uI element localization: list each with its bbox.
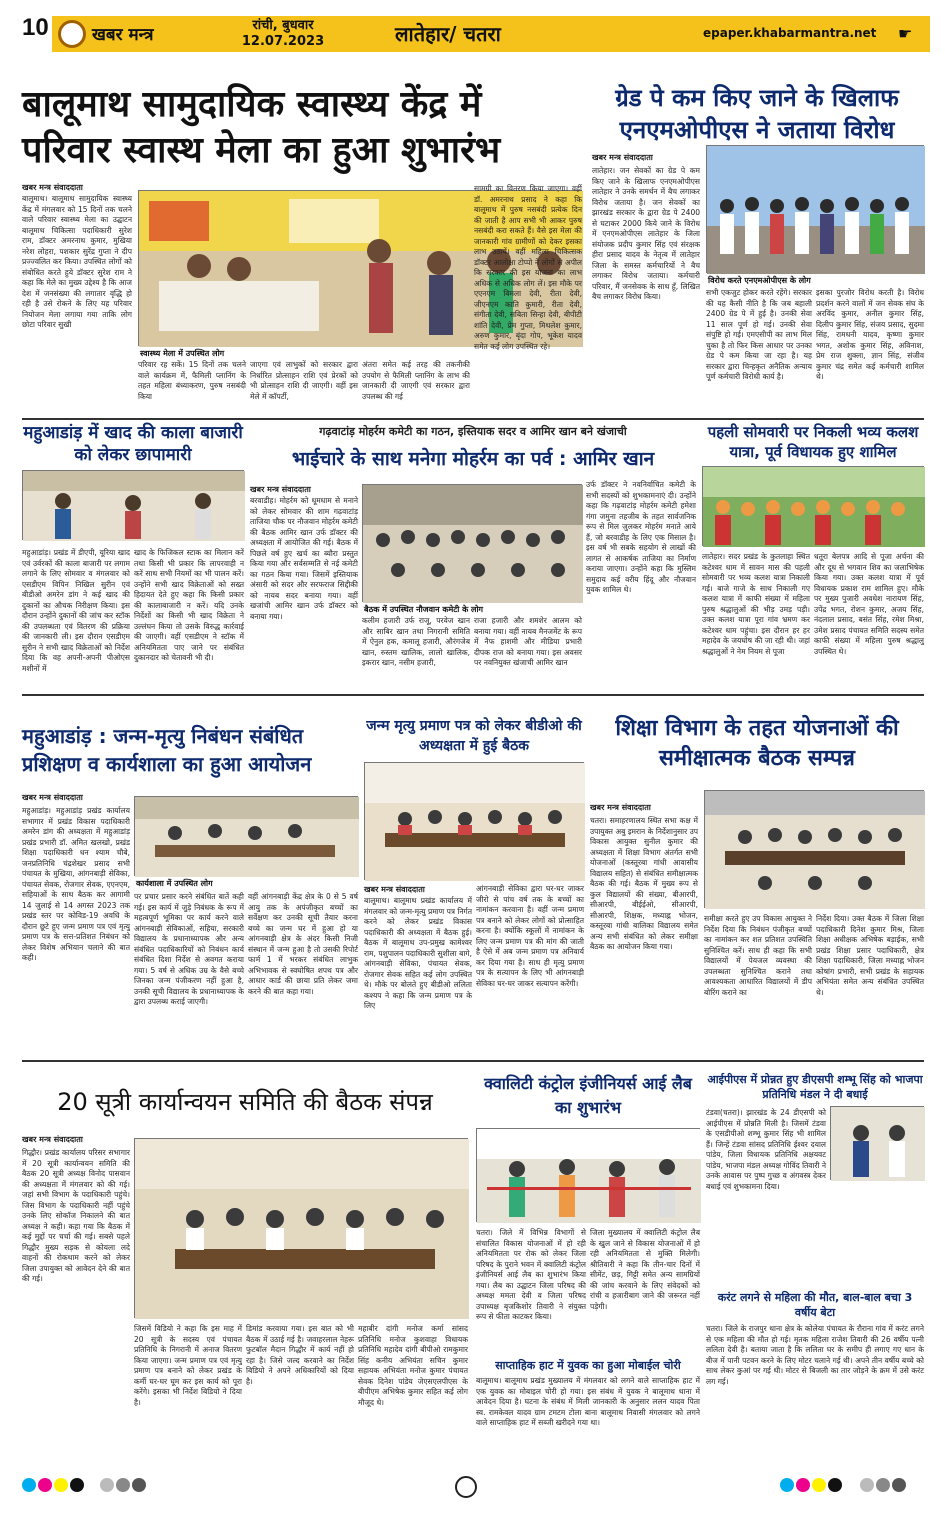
story-2-byline: खबर मन्त्र संवाददाता	[592, 153, 653, 162]
story-4-col-1: बरवाडीह। मोहर्रम को धूमधाम से मनाने को लेकर सोमवार की शाम गढ़वाटांड़ ताजिया चौक पर नौजवान मोहर्रम कमेटी की बैठक आमिर खान उर्फ डॉक्टर की अध्यक्षता में आयोजित की गई। बैठक में पिछले वर्ष हुए खर्च का ब्यौरा प्रस्तुत किया गया और सर्वसम्मति से नई कमेटी का गठन किया गया। जिसमें इस्तियाक अंसारी को सदर और सरफराज सिद्दीकी को नायब सदर बनाया गया। वहीं खजांची आमिर खान उर्फ डॉक्टर को बनाया गया।	[250, 496, 358, 621]
city-day: रांची, बुधवार	[252, 18, 314, 33]
story-8-headline: शिक्षा विभाग के तहत योजनाओं की समीक्षात्मक बैठक सम्पन्न	[615, 716, 899, 771]
story-9-col-4: महाबीर दांगी मनोज कर्मा सांसद प्रतिनिधि मनोज कुशवाहा विधायक प्रतिनिधि महादेव दांगी बीपीओ रामकुमार सिंह कनीय अभियंता सचिन कुमार सहायक अभियंता मनोज कुमार पंचायत सेवक दिनेश पांडेय जेएसएलपीएस के बीपीएम अभिषेक कुमार सहित कई लोग मौजूद थे।	[358, 1324, 468, 1407]
story-12-col-1: टंडवा(चतरा)। झारखंड के 24 डीएसपी को आईपीएस में प्रोन्नति मिली है। जिसमें टंडवा के एसडीपीओ शम्भू कुमार सिंह भी शामिल हैं। जिन्हें टंडवा सांसद प्रतिनिधि ईश्वर दयाल पांडेय, जिला विधायक प्रतिनिधि अक्षयवट पांडेय, भाजपा मंडल अध्यक्ष गोविंद तिवारी ने उनके आवास पर पुष्प गुच्छ व अंगवस्त्र देकर बधाई एवं शुभकामना दिया।	[706, 1108, 826, 1191]
story-5-col-2: धतूरा बेलपत्र आदि से पूजा अर्चना की और दूध से भगवान शिव का जलाभिषेक किया गया। उक्त कलश यात्रा में पूर्व विधायक प्रकाश राम शामिल हुए। मौके पर मुख्य पुजारी अवधेश नारायण सिंह, उपेंद्र भगत, रोशन कुमार, अजय सिंह, नंदलाल प्रसाद, बसंत सिंह, रमेश मिश्रा, उमेश प्रसाद पंचायत समिति सदस्य समेत काफी संख्या में महिला पुरुष श्रद्धालु उपस्थित थे।	[814, 552, 924, 656]
story-7-photo	[364, 762, 584, 880]
registration-target-icon	[455, 1476, 477, 1498]
story-3-col-1: महुआडांड़। प्रखंड में डीएपी, यूरिया खाद एवं उर्वरकों की काला बाजारी पर लगाम लगाने के लिए सोमवार व मंगलवार को एसडीएम विपिन निखिल सुरीन एवं बीडीओ अमरेन डांग ने कई खाद की दुकानों का औचक निरीक्षण किया। इस दौरान उन्होंने दुकानों की जांच कर स्टॉक की उपलब्धता एवं वितरण की प्रक्रिया की जानकारी ली। इस दौरान एसडीएम सुरीन ने सभी खाद विक्रेताओं को निर्देश दिया कि वह अपनी-अपनी पीओएस मशीनों में	[22, 548, 130, 673]
story-6-col-2: पर प्रचार प्रसार करने संबंधित बातें कही गई। इस कार्य में जुड़े निबंधक के रूप में महत्वपूर्ण भूमिका पर कार्य करने वाले आंगनबाड़ी सेविकाओं, सहिया, सरकारी विद्यालय के प्रधानाध्यापक और अन्य संबंधित पदाधिकारियों को निबंधन कार्य संबंधित दिशा निर्देश से अवगत कराया गया। 5 वर्ष से अधिक उम्र के वैसे बच्चे जिनका जन्म पंजीकरण नहीं हुआ है, उनकी सूची विद्यालय के प्रधानाध्यापक के द्वारा उपलब्ध कराई जाएगी।	[134, 892, 244, 1006]
story-4-col-2: कलीम हजारी उर्फ राजू, परवेज खान और साबिर खान तथा निगरानी समिति में ऐनुल हक, कमालू हजारी, औरंगजेब खान, रुस्तम खालिक, लालो खालिक, इकरार खान, नसीम हजारी,	[362, 616, 470, 667]
story-7-col-1: बालूमाथ। बालूमाथ प्रखंड कार्यालय में मंगलवार को जन्म-मृत्यु प्रमाण पत्र निर्गत करने को लेकर प्रखंड विकास पदाधिकारी की अध्यक्षता में बैठक हुई। बैठक में बालूमाथ उप-प्रमुख कामेश्वर राम, पशुपालन पदाधिकारी सुशीला बागे, आंगनबाड़ी सेविका, पंचायत सेवक, रोजगार सेवक सहित कई लोग उपस्थित थे। मौके पर बोलते हुए बीडीओ ललिता कश्यप ने कहा कि जन्म प्रमाण पत्र के लिए	[364, 896, 472, 1010]
story-9-byline: खबर मन्त्र संवाददाता	[22, 1135, 83, 1144]
issue-date: 12.07.2023	[241, 34, 325, 49]
black-swatch-icon	[70, 1478, 84, 1492]
page-number: 10	[22, 14, 49, 41]
story-4-headline: भाईचारे के साथ मनेगा मोहर्रम का पर्व : आमिर खान	[291, 448, 655, 470]
story-4-byline: खबर मन्त्र संवाददाता	[250, 485, 311, 494]
cyan-swatch-icon	[22, 1478, 36, 1492]
divider-rule	[22, 694, 924, 696]
dateline	[238, 18, 328, 50]
story-9-col-3: डिमांड करवाया गया। इस बात को भी बैठक में उठाई गई है। जवाहरलाल नेहरू फुटबॉल मैदान गिद्धौर में कार्य नहीं हो रहा है। जिसे जल्द करवाने का निर्देश बिडियो ने अपने अधिकारियों को दिया है।	[246, 1324, 354, 1386]
brand-logo-icon	[58, 20, 86, 48]
story-3-photo	[22, 470, 244, 540]
story-4-topline: गढ़वाटांड़ मोहर्रम कमेटी का गठन, इस्तियाक सदर व आमिर खान बने खंजाची	[319, 425, 627, 438]
masthead	[0, 0, 945, 66]
story-11-col-1: बालूमाथ। बालूमाथ प्रखंड मुख्यालय में मंगलवार को लगने वाले साप्ताहिक हाट में एक युवक का मोबाइल चोरी हो गया। इस संबंध में युवक ने बालूमाथ थाना में आवेदन दिया है। घटना के संबंध में मिली जानकारी के अनुसार ललन यादव पिता स्व. रामकेवल यादव ग्राम टमटम टोला बाना बालूमाथ निवासी मंगलवार को लगने वाले साप्ताहिक हाट में सब्जी खरीदने गया था।	[476, 1376, 700, 1427]
magenta-swatch-icon	[796, 1478, 810, 1492]
story-7-byline: खबर मन्त्र संवाददाता	[364, 885, 425, 894]
story-12-photo	[830, 1106, 924, 1180]
story-1-headline: बालूमाथ सामुदायिक स्वास्थ्य केंद्र में परिवार स्वास्थ मेला का हुआ शुभारंभ	[22, 84, 501, 171]
story-11-headline: साप्ताहिक हाट में युवक का हुआ मोबाईल चोरी	[495, 1359, 681, 1372]
pointing-hand-icon: ☛	[898, 24, 913, 43]
divider-rule	[22, 418, 924, 420]
brand-name: खबर मन्त्र	[92, 25, 154, 45]
story-2-photo	[706, 145, 924, 273]
story-1-col-3: जाएगा एवं लाभुकों को सरकार द्वारा निर्धारित प्रोत्साहन राशि एवं प्रेरकों को भी प्रोत्साहन राशि दी जाएगी। वहीं इस मेले में कॉपर्टी,	[250, 360, 358, 401]
story-10-col-1: चतरा। जिले में विभिन्न विभागों से संचालित विकास योजनाओं में हो रही अनियमितता पर रोक को लेकर जिला परिषद के पुराने भवन में क्वालिटी कंट्रोल इंजीनियर्स आई लैब का शुभारंभ किया गया। लैब का उद्घाटन जिला परिषद की अध्यक्ष ममता देवी व जिला परिषद उपाध्यक्ष बृजकिशोर तिवारी ने संयुक्त रूप से फीता काटकर किया।	[476, 1228, 586, 1321]
divider-rule	[22, 1060, 924, 1062]
grey-swatch-icon	[100, 1478, 114, 1492]
story-13-col-1: चतरा। जिले के राजपुर थाना क्षेत्र के कोलेया पंचायत के रौराना गांव में करंट लगने से एक महिला की मौत हो गई। मृतक महिला राजेश तिवारी की 26 वर्षीय पत्नी ललिता देवी है। बताया जाता है कि ललिता घर के समीप ही लगाए गए धान के बीज में पानी पटवन करने के लिए मोटर चलाने गई थी। अपने तीन वर्षीय बच्चे को साथ लेकर कुआं पर गई थी। मोटर से बिजली का तार जोड़ने के क्रम में उसे करंट लग गई।	[706, 1324, 924, 1386]
story-9-col-1: गिद्धौर। प्रखंड कार्यालय परिसर सभागार में 20 सूत्री कार्यान्वयन समिति की बैठक 20 सूत्री अध्यक्ष विनोद पासवान की अध्यक्षता में मंगलवार को की गई। जहां सभी विभाग के पदाधिकारी पहुंचे। जिस विभाग के पदाधिकारी नहीं पहुंचे उनके लिए सोकॉज निकालने की बात अध्यक्ष ने कही। कहा गया कि बैठक में कई मुद्दों पर चर्चा की गई। सबसे पहले गिद्धौर मुख्य सड़क से कोयला लदे वाहनों की रोकथाम करने को लेकर जिला उपायुक्त को आवेदन देने की बात की गई।	[22, 1148, 130, 1283]
website-link[interactable]: epaper.khabarmantra.net	[703, 26, 877, 40]
story-1-col-2: परिवार रह सकें। 15 दिनों तक चलने वाले कार्यक्रम में, फैमिली प्लानिंग के तहत महिला बंध्याकरण, पुरुष नसबंदी किया	[138, 360, 246, 401]
story-6-caption: कार्यशाला में उपस्थित लोग	[136, 879, 213, 888]
story-3-headline: महुआडांड़ में खाद की काला बाजारी को लेकर छापामारी	[23, 423, 243, 465]
story-6-photo	[134, 796, 358, 876]
story-2-col-1: लातेहार। जन सेवकों का ग्रेड पे कम किए जाने के खिलाफ एनएमओपीएस लातेहार ने उनके समर्थन में बैच लगाकर विरोध जताया है। जन सेवकों का झारखंड सरकार के द्वारा ग्रेड पे 2400 से घटाकर 2000 किये जाने के विरोध में एनएमओपीएस लातेहार के जिला संयोजक प्रदीप कुमार सिंह एवं संरक्षक हीरा प्रसाद यादव के नेतृत्व में लातेहार जिला के समस्त कर्मचारियों ने बैच लगाकर विरोध जताया। कर्मचारी परिवार, मैं जनसेवक के साथ हूँ, लिखित बैच लगाकर विरोध किया।	[592, 166, 700, 301]
story-4-col-4: उर्फ डॉक्टर ने नवनिर्वाचित कमेटी के सभी सदस्यों को शुभकामनाएं दी। उन्होंने कहा कि गढ़वाटांड़ मोहर्रम कमेटी हमेशा गंगा जमुना तहजीब के तहत सार्वजनिक रूप से मिल जुलकर मोहर्रम मनाते आये हैं, जो बरवाडीह के लिए एक मिसाल है। इस वर्ष भी सबके सहयोग से लाखों की लागत से आकर्षक ताजिया का निर्माण कराया जाएगा। उन्होंने कहा कि मुस्लिम समुदाय कई वरीय हिंदू और नौजवान युवक शामिल थे।	[586, 480, 696, 594]
story-8-col-2: समीक्षा करते हुए उप विकास आयुक्त ने निर्देश दिया कि निबंधन पंजीकृत बच्चों का नामांकन कर शत प्रतिशत उपस्थिति सुनिश्चित करें। साथ ही कहा कि सभी विद्यालयों में पेयजल व्यवस्था की उपलब्धता सुनिश्चित कराने तथा आवश्यकता आधारित विद्यालयों में डीप बोरिंग कराने का	[704, 914, 812, 997]
story-8-col-1: चतरा। समाहरणालय स्थित सभा कक्ष में उपायुक्त अबु इमरान के निर्देशानुसार उप विकास आयुक्त सुनील कुमार की अध्यक्षता में शिक्षा विभाग अंतर्गत सभी योजनाओं (कस्तूरबा गांधी आवासीय विद्यालय सहित) से संबंधित समीक्षात्मक बैठक की गई। बैठक में मुख्य रूप से कुल विद्यालयों की संख्या, बीआरपी, सीआरपी, बीईईओ, सीआरपी, सीआरपी, शिक्षक, मध्याह्न भोजन, कस्तूरबा गांधी बालिका विद्यालय समेत अन्य सभी संबंधित को लेकर समीक्षा बैठक का आयोजन किया गया।	[590, 816, 698, 951]
yellow-swatch-icon	[812, 1478, 826, 1492]
story-1-byline: खबर मन्त्र संवाददाता	[22, 183, 83, 192]
story-2-caption: विरोध करते एनएमओपीएस के लोग	[708, 276, 811, 285]
story-7-col-2: आंगनबाड़ी सेविका द्वारा घर-घर जाकर जीरो से पांच वर्ष तक के बच्चों का नामांकन करवाना है। वहीं जन्म प्रमाण पत्र बनाने को लेकर लोगों को प्रोत्साहित करना है। क्योंकि स्कूलों में नामांकन के लिए जन्म प्रमाण पत्र की मांग की जाती है ऐसे में अब जन्म प्रमाण पत्र अनिवार्य कर दिया गया है। साथ ही मृत्यु प्रमाण पत्र के सत्यापन के लिए भी आंगनबाड़ी सेविका घर-घर जाकर सत्यापन करेंगी।	[476, 884, 584, 988]
story-1-col-4: अंतरा समेत कई तरह की तकनीकी उपयोग से फैमिली प्लानिंग के लाभ की जानकारी दी जाएगी एवं सरकार द्वारा उपलब्ध की गई	[362, 360, 470, 401]
black-swatch-icon	[828, 1478, 842, 1492]
story-5-photo	[702, 466, 924, 546]
yellow-swatch-icon	[54, 1478, 68, 1492]
story-2-headline: ग्रेड पे कम किए जाने के खिलाफ एनएमओपीएस ने जताया विरोध	[615, 84, 899, 144]
story-4-col-3: राजा हजारी और शमशेर आलम को बनाया गया। वहीं नायब मैनजमेंट के रूप में नैफ हाशमी और मीडिया प्रभारी दीपक राज को बनाया गया। इस अवसर पर नवनियुक्त खंजाची आमिर खान	[474, 616, 582, 667]
section-title: लातेहार/ चतरा	[395, 22, 501, 46]
story-8-photo	[704, 790, 924, 908]
story-10-headline: क्वालिटी कंट्रोल इंजीनियर्स आई लैब का शुभारंभ	[484, 1074, 692, 1117]
story-4-caption: बैठक में उपस्थित नौजवान कमेटी के लोग	[364, 605, 484, 614]
story-1-col-1: बालूमाथ। बालूमाथ सामुदायिक स्वास्थ्य केंद्र में मंगलवार को 15 दिनों तक चलने वाले परिवार स्वास्थ्य मेला का उद्घाटन बालूमाथ चिकित्सा पदाधिकारी सुरेश राम, डॉक्टर अमरनाथ कुमार, मुखिया नरेश लोहरा, पशकार सुरेंद्र गुप्ता ने दीप प्रज्ज्वलित कर किया। उपस्थित लोगों को संबोधित करते हुये डॉक्टर सुरेश राम ने कहा कि मेले का मुख्य उद्देश्य है कि आज देश में जनसंख्या की लगातार वृद्धि हो रही है उसे रोकने के लिए यह परिवार नियोजन मेला लगाया गया ताकि लोग छोटा परिवार सुखी	[22, 194, 132, 329]
story-2-col-3: इसका पुरजोर विरोध करती है। विरोध प्रदर्शन करने वालों में जन सेवक संघ के अरविंद कुमार, अनील कुमार सिंह, दिलीप कुमार सिंह, संजय प्रसाद, सुदमा सिंह, रामधनी यादव, कृष्णा कुमार भगत, अशोक कुमार सिंह, अविनाश, प्रेम राज शुक्ला, ज्ञान सिंह, संजीव कुमार चंद्र समेत कई कर्मचारी शामिल थे।	[816, 288, 924, 381]
grey-swatch-icon	[860, 1478, 874, 1492]
story-8-col-3: निर्देश दिया। उक्त बैठक में जिला शिक्षा पदाधिकारी दिनेश कुमार मिश्र, जिला शिक्षा अधीक्षक अभिषेक बड़ाईक, सभी प्रखंड शिक्षा प्रसार पदाधिकारी, क्षेत्र शिक्षा पदाधिकारी, जिला मध्याह्न भोजन कोषांग प्रभारी, सभी प्रखंड के सहायक अभियंता समेत अन्य संबंधित उपस्थित थे।	[816, 914, 924, 997]
grey-swatch-icon	[892, 1478, 906, 1492]
story-3-col-2: खाद के फिजिकल स्टाक का मिलान करें तथा किसी भी प्रकार कि लापरवाही न करें साथ सभी नियमों का भी पालन करें। उन्होंने सभी खाद विक्रेताओं को सख्त हिदायत देते हुए कहा कि किसी प्रकार की कालाबाजारी न करें। यदि उनके निर्देशों का किसी भी खाद विक्रेता ने उल्लंघन किया तो उसके विरुद्ध कार्रवाई की जाएगी। वहीं एसडीएम ने स्टॉक में अनियमितता पाए जाने पर संबंधित दुकानदार को चेतावनी भी दी।	[134, 548, 244, 662]
story-6-col-3: वहीं आंगनबाड़ी केंद्र क्षेत्र के 0 से 5 वर्ष आयु तक के अपंजीकृत बच्चों का सर्वेक्षण कर उनकी सूची तैयार करना बच्चे का जन्म घर में हुआ हो या आंगनबाड़ी क्षेत्र के अंदर किसी निजी संस्थान में जन्म हुआ है तो उसकी रिपोर्ट फार्म 1 में भरकर संबंधित लाभुक अभिभावक से स्वघोषित शपथ पत्र और आधार कार्ड की छाया प्रति लेकर जमा करने की बात कहा गया।	[248, 892, 358, 996]
story-1-caption: स्वास्थ्य मेला में उपस्थित लोग	[140, 349, 225, 358]
magenta-swatch-icon	[38, 1478, 52, 1492]
story-10-col-2: जिला मुख्यालय में क्वालिटी कंट्रोल लैब के खुल जाने से विकास योजनाओं में हो रही अनियमितता से मुक्ति मिलेगी। श्रीतिवारी ने कहा कि तीन-चार दिनों में सीमेंट, छड़, गिट्टी समेत अन्य सामग्रियों की जांच करवाने के लिए संवेदकों को रांची व हजारीबाग जाने की जरूरत नहीं पड़ेगी।	[590, 1228, 700, 1311]
story-6-byline: खबर मन्त्र संवाददाता	[22, 793, 83, 802]
story-8-byline: खबर मन्त्र संवाददाता	[590, 803, 651, 812]
grey-swatch-icon	[876, 1478, 890, 1492]
story-9-headline: 20 सूत्री कार्यान्वयन समिति की बैठक संपन्न	[57, 1088, 433, 1116]
story-5-col-1: लातेहार। सदर प्रखंड के कुतलाहा स्थित कटेश्वर धाम में सावन मास की पहली सोमवारी पर भव्य कलश यात्रा निकाली गई। बाजे गाजे के साथ निकाली गए कलश यात्रा में काफी संख्या में महिला पुरुष श्रद्धालुओं की भीड़ उमड़ पड़ी। उक्त कलश यात्रा पूरा गांव भ्रमण कर कटेश्वर धाम पहुंचा। इस दौरान हर हर महादेव के जयघोष की जा रही थी। जहां श्रद्धालुओं ने नेम नियम से पूजा	[702, 552, 810, 656]
story-13-headline: करंट लगने से महिला की मौत, बाल-बाल बचा 3 वर्षीय बेटा	[717, 1291, 913, 1319]
story-4-photo	[362, 484, 582, 602]
story-2-col-2: सभी एकजुट होकर करते रहेंगे। सरकार की यह कैसी नीति है कि जब बहाली 2400 ग्रेड पे में हुई है। उनकी सेवा 11 साल पूर्ण हो गई। उनकी सेवा संपुष्टि हो गई। एमएसीपी का लाभ मिल चुका है तो फिर किस आधार पर उनका ग्रेड पे कम किया जा रहा है। यह सरकार द्वारा चिन्हकृत अनैतिक अन्याय पूर्ण कर्मचारी विरोधी कार्य है।	[706, 288, 812, 381]
grey-swatch-icon	[116, 1478, 130, 1492]
story-6-col-1: महुआडांड़। महुआडांड़ प्रखंड कार्यालय सभागार में प्रखंड विकास पदाधिकारी अमरेन डांग की अध्यक्षता में महुआडांड़ प्रखंड प्रभारी डॉ. अमित खलखो, प्रखंड शिक्षा पदाधिकारी धन श्याम चौबे, जनप्रतिनिधि चंद्रशेखर प्रसाद सभी पंचायत के मुखिया, आंगनबाड़ी सेविका, पंचायत सेवक, रोजगार सेवक, एएनएम, सहियाओं के साथ बैठक कर आगामी 14 जुलाई से 14 अगस्त 2023 तक प्रखंड स्तर पर कोविड-19 अवधि के दौरान छूटे हुए जन्म प्रमाण पत्र एवं मृत्यु प्रमाण पत्र के सत्त-प्रतिशत निबंधन को लेकर विशेष अभियान चलाने की बात कही।	[22, 806, 130, 962]
cyan-swatch-icon	[780, 1478, 794, 1492]
story-12-headline: आईपीएस में प्रोन्नत हुए डीएसपी शम्भू सिंह को भाजपा प्रतिनिधि मंडल ने दी बधाई	[707, 1073, 923, 1101]
grey-swatch-icon	[132, 1478, 146, 1492]
story-7-headline: जन्म मृत्यु प्रमाण पत्र को लेकर बीडीओ की अध्यक्षता में हुई बैठक	[366, 718, 582, 754]
story-1-col-5: सामग्री का वितरण किया जाएगा। वहीं डॉ. अमरनाथ प्रसाद ने कहा कि बालूमाथ में पुरुष नसबंदी प्रत्येक दिन की जाती है आप सभी भी आकर पुरुष नसबंदी करा सकते हैं। वैसे इस मेला की जानकारी गांव ग्रामीणों को देकर इसका लाभ उठायें। वहीं महिला चिकित्सक डॉक्टर आलोक्षा टोप्पो ने लोगों से अपील कि सरकार की इस योजना का लाभ अधिक से अधिक लोग लें। इस मौके पर एएनएम बिमला देवी, रीता देवी, जीएनएम काति कुमारी, रीता देवी, संगीता देवी, सबिता सिन्हा देवी, बीपीटी शांति देवी, प्रेम गुप्ता, मिथलेश कुमार, अरुण कुमार, बृंदा गोप, भूकेश यादव समेत कई लोग उपस्थित रहे।	[474, 184, 582, 351]
story-9-photo	[134, 1138, 468, 1318]
story-9-col-2: जिसमें विडियो ने कहा कि इस माह में 20 सूत्री के सदस्य एवं पंचायत प्रतिनिधि के निगरानी में अनाज वितरण किया जाएगा। जन्म प्रमाण पत्र एवं मृत्यु प्रमाण पत्र बनाने को लेकर प्रखंड के कर्मी घर-घर घूम कर इस कार्य को पूरा करेंगे। इसका भी निर्देश बिडियो ने दिया है।	[134, 1324, 242, 1407]
story-6-headline: महुआडांड़ : जन्म-मृत्यु निबंधन संबंधित प्रशिक्षण व कार्यशाला का हुआ आयोजन	[22, 724, 312, 776]
story-10-photo	[476, 1128, 700, 1222]
story-5-headline: पहली सोमवारी पर निकली भव्य कलश यात्रा, पूर्व विधायक हुए शामिल	[707, 423, 919, 461]
